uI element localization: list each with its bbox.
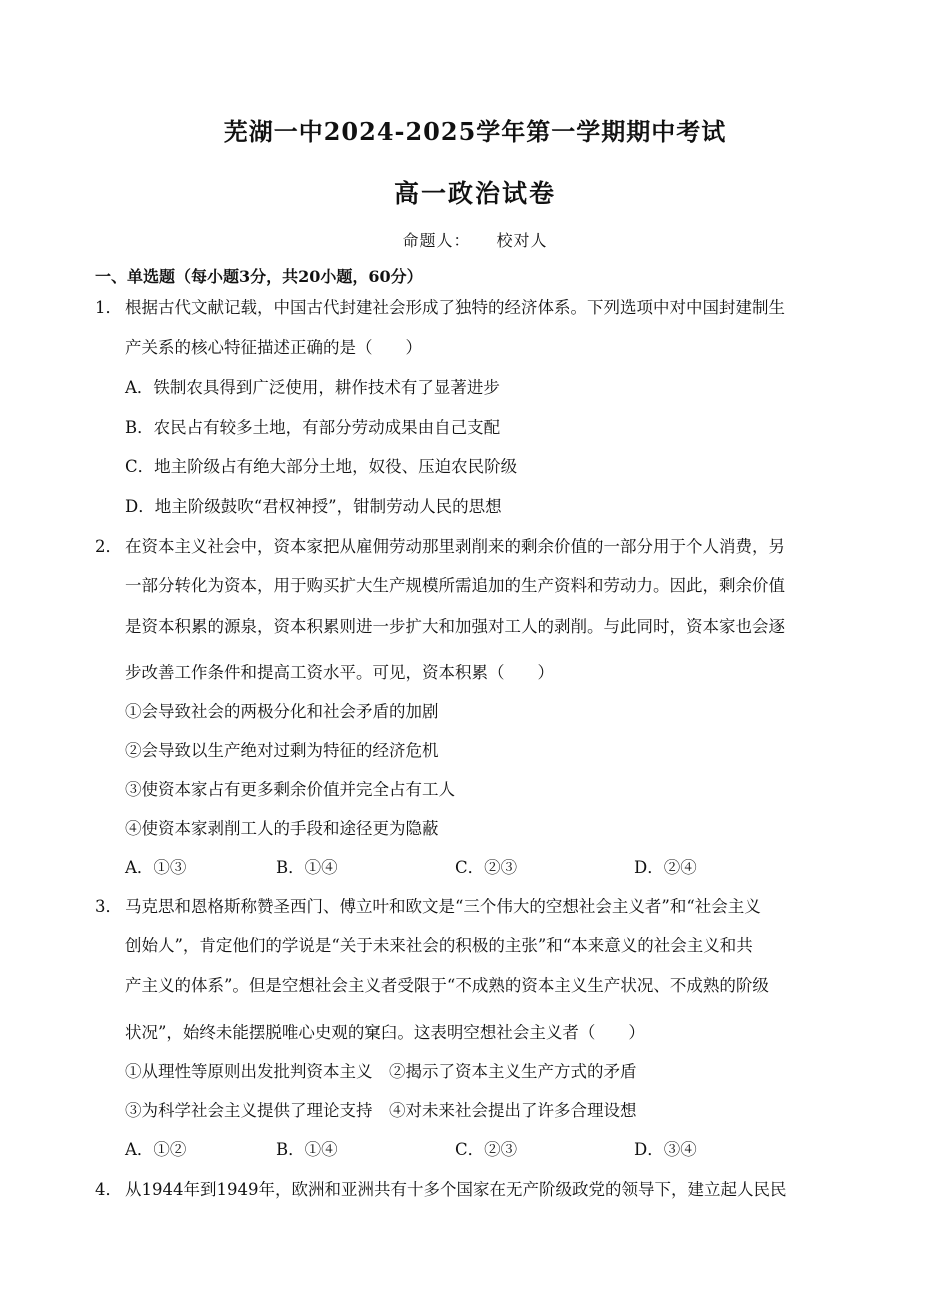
question-text: 一部分转化为资本，用于购买扩大生产规模所需追加的生产资料和劳动力。因此，剩余价值 — [125, 576, 785, 595]
choice-a: A．①② — [125, 1140, 187, 1159]
question-text: 步改善工作条件和提高工资水平。可见，资本积累（ ） — [125, 663, 554, 682]
option-b: B．农民占有较多土地，有部分劳动成果由自己支配 — [125, 418, 501, 437]
question-text: 创始人”，肯定他们的学说是“关于未来社会的积极的主张”和“本来意义的社会主义和共 — [125, 936, 753, 955]
question-text: 是资本积累的源泉，资本积累则进一步扩大和加强对工人的剥削。与此同时，资本家也会逐 — [125, 617, 785, 636]
author-label: 命题人： — [402, 231, 471, 250]
section-heading: 一、单选题（每小题3分，共20小题，60分） — [95, 267, 423, 286]
statement-1: ①会导致社会的两极分化和社会矛盾的加剧 — [125, 702, 439, 721]
question-number: 1． — [95, 298, 122, 317]
choice-b: B．①④ — [276, 1140, 338, 1159]
question-text: 状况”，始终未能摆脱唯心史观的窠臼。这表明空想社会主义者（ ） — [125, 1023, 645, 1042]
question-text: 根据古代文献记载，中国古代封建社会形成了独特的经济体系。下列选项中对中国封建制生 — [125, 298, 785, 317]
checker-label: 校对人 — [496, 231, 548, 250]
statement-3: ③使资本家占有更多剩余价值并完全占有工人 — [125, 780, 455, 799]
question-text: 马克思和恩格斯称赞圣西门、傅立叶和欧文是“三个伟大的空想社会主义者”和“社会主义 — [125, 897, 761, 916]
option-a: A．铁制农具得到广泛使用，耕作技术有了显著进步 — [125, 378, 500, 397]
statement-3-4: ③为科学社会主义提供了理论支持 ④对未来社会提出了许多合理设想 — [125, 1101, 637, 1120]
choice-a: A．①③ — [125, 858, 187, 877]
choice-c: C．②③ — [455, 858, 518, 877]
question-text: 产主义的体系”。但是空想社会主义者受限于“不成熟的资本主义生产状况、不成熟的阶级 — [125, 976, 769, 995]
question-number: 4． — [95, 1180, 122, 1199]
statement-1-2: ①从理性等原则出发批判资本主义 ②揭示了资本主义生产方式的矛盾 — [125, 1062, 637, 1081]
question-text: 在资本主义社会中，资本家把从雇佣劳动那里剥削来的剩余价值的一部分用于个人消费，另 — [125, 537, 785, 556]
exam-subtitle: 高一政治试卷 — [393, 179, 556, 208]
statement-4: ④使资本家剥削工人的手段和途径更为隐蔽 — [125, 819, 439, 838]
question-number: 3． — [95, 897, 122, 916]
choice-d: D．③④ — [634, 1140, 697, 1159]
choice-c: C．②③ — [455, 1140, 518, 1159]
choice-d: D．②④ — [634, 858, 697, 877]
question-number: 2． — [95, 537, 122, 556]
option-c: C．地主阶级占有绝大部分土地，奴役、压迫农民阶级 — [125, 457, 518, 476]
question-text: 产关系的核心特征描述正确的是（ ） — [125, 338, 422, 357]
option-d: D．地主阶级鼓吹“君权神授”，钳制劳动人民的思想 — [125, 497, 502, 516]
author-line — [0, 228, 950, 251]
statement-2: ②会导致以生产绝对过剩为特征的经济危机 — [125, 741, 439, 760]
question-text: 从1944年到1949年，欧洲和亚洲共有十多个国家在无产阶级政党的领导下，建立起人民民 — [125, 1180, 787, 1199]
exam-title: 芜湖一中2024-2025学年第一学期期中考试 — [223, 117, 727, 146]
choice-b: B．①④ — [276, 858, 338, 877]
